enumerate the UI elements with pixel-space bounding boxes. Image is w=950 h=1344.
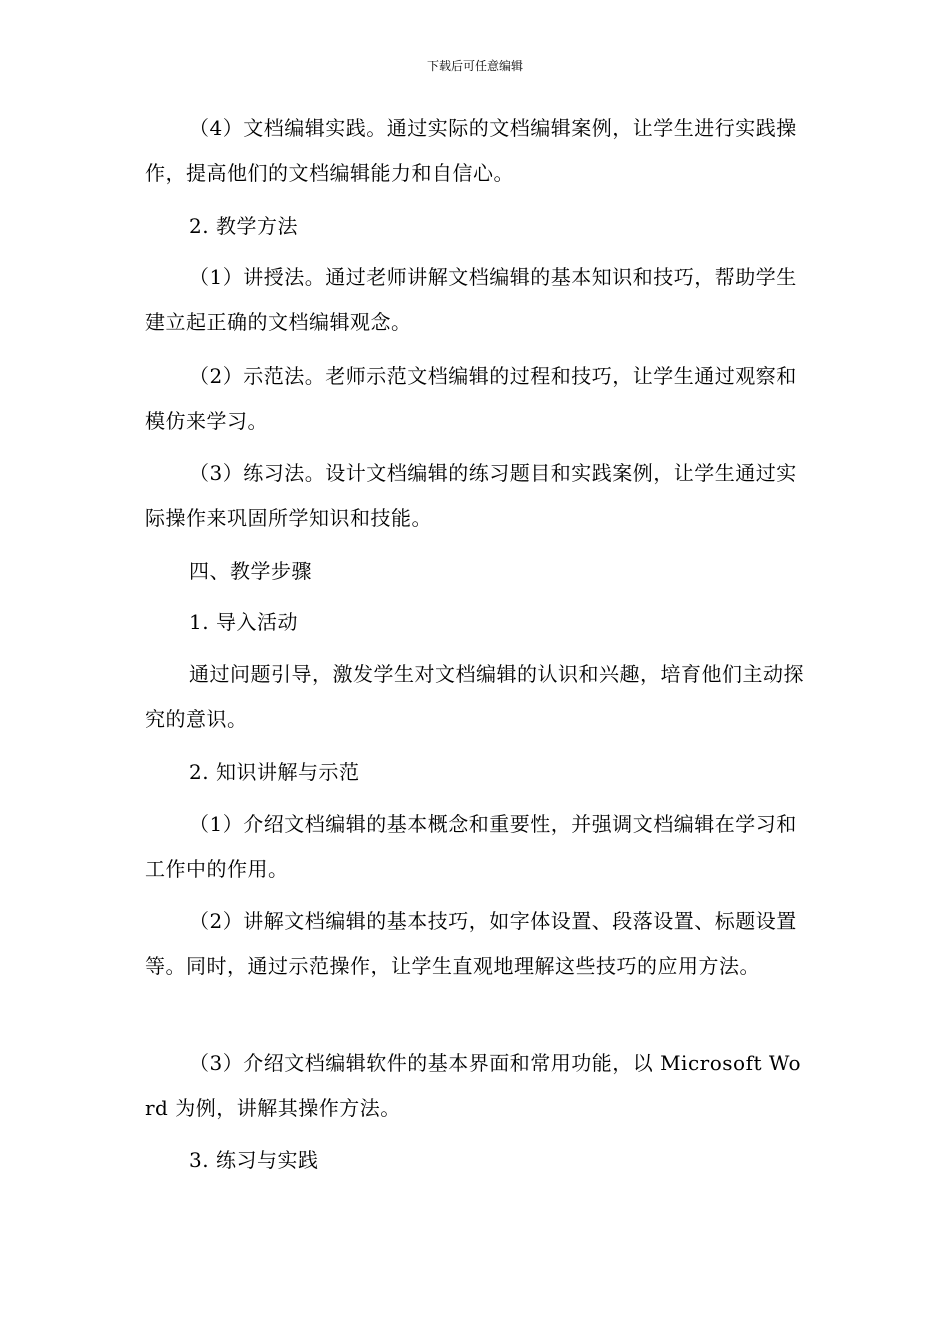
paragraph-lecture-method: （1）讲授法。通过老师讲解文档编辑的基本知识和技巧，帮助学生建立起正确的文档编辑观念。 bbox=[145, 265, 797, 334]
paragraph-basic-skills: （2）讲解文档编辑的基本技巧，如字体设置、段落设置、标题设置等。同时，通过示范操作，让学生直观地理解这些技巧的应用方法。 bbox=[145, 909, 797, 978]
heading-intro-activity: 1. 导入活动 bbox=[189, 610, 298, 634]
paragraph-demonstration-method: （2）示范法。老师示范文档编辑的过程和技巧，让学生通过观察和模仿来学习。 bbox=[145, 364, 797, 433]
page-header: 下载后可任意编辑 bbox=[426, 59, 523, 73]
paragraph-concepts: （1）介绍文档编辑的基本概念和重要性，并强调文档编辑在学习和工作中的作用。 bbox=[145, 812, 797, 881]
heading-teaching-methods: 2. 教学方法 bbox=[189, 214, 298, 238]
heading-practice: 3. 练习与实践 bbox=[189, 1148, 319, 1172]
paragraph-editing-practice: （4）文档编辑实践。通过实际的文档编辑案例，让学生进行实践操作，提高他们的文档编辑能力和自信心。 bbox=[145, 116, 797, 185]
paragraph-intro-activity: 通过问题引导，激发学生对文档编辑的认识和兴趣，培育他们主动探究的意识。 bbox=[145, 662, 804, 731]
paragraph-practice-method: （3）练习法。设计文档编辑的练习题目和实践案例，让学生通过实际操作来巩固所学知识和技能。 bbox=[145, 461, 797, 530]
heading-teaching-steps: 四、教学步骤 bbox=[189, 559, 312, 583]
paragraph-software-interface: （3）介绍文档编辑软件的基本界面和常用功能，以 Microsoft Word 为例，讲解其操作方法。 bbox=[145, 1051, 802, 1120]
heading-knowledge-demo: 2. 知识讲解与示范 bbox=[189, 760, 360, 784]
